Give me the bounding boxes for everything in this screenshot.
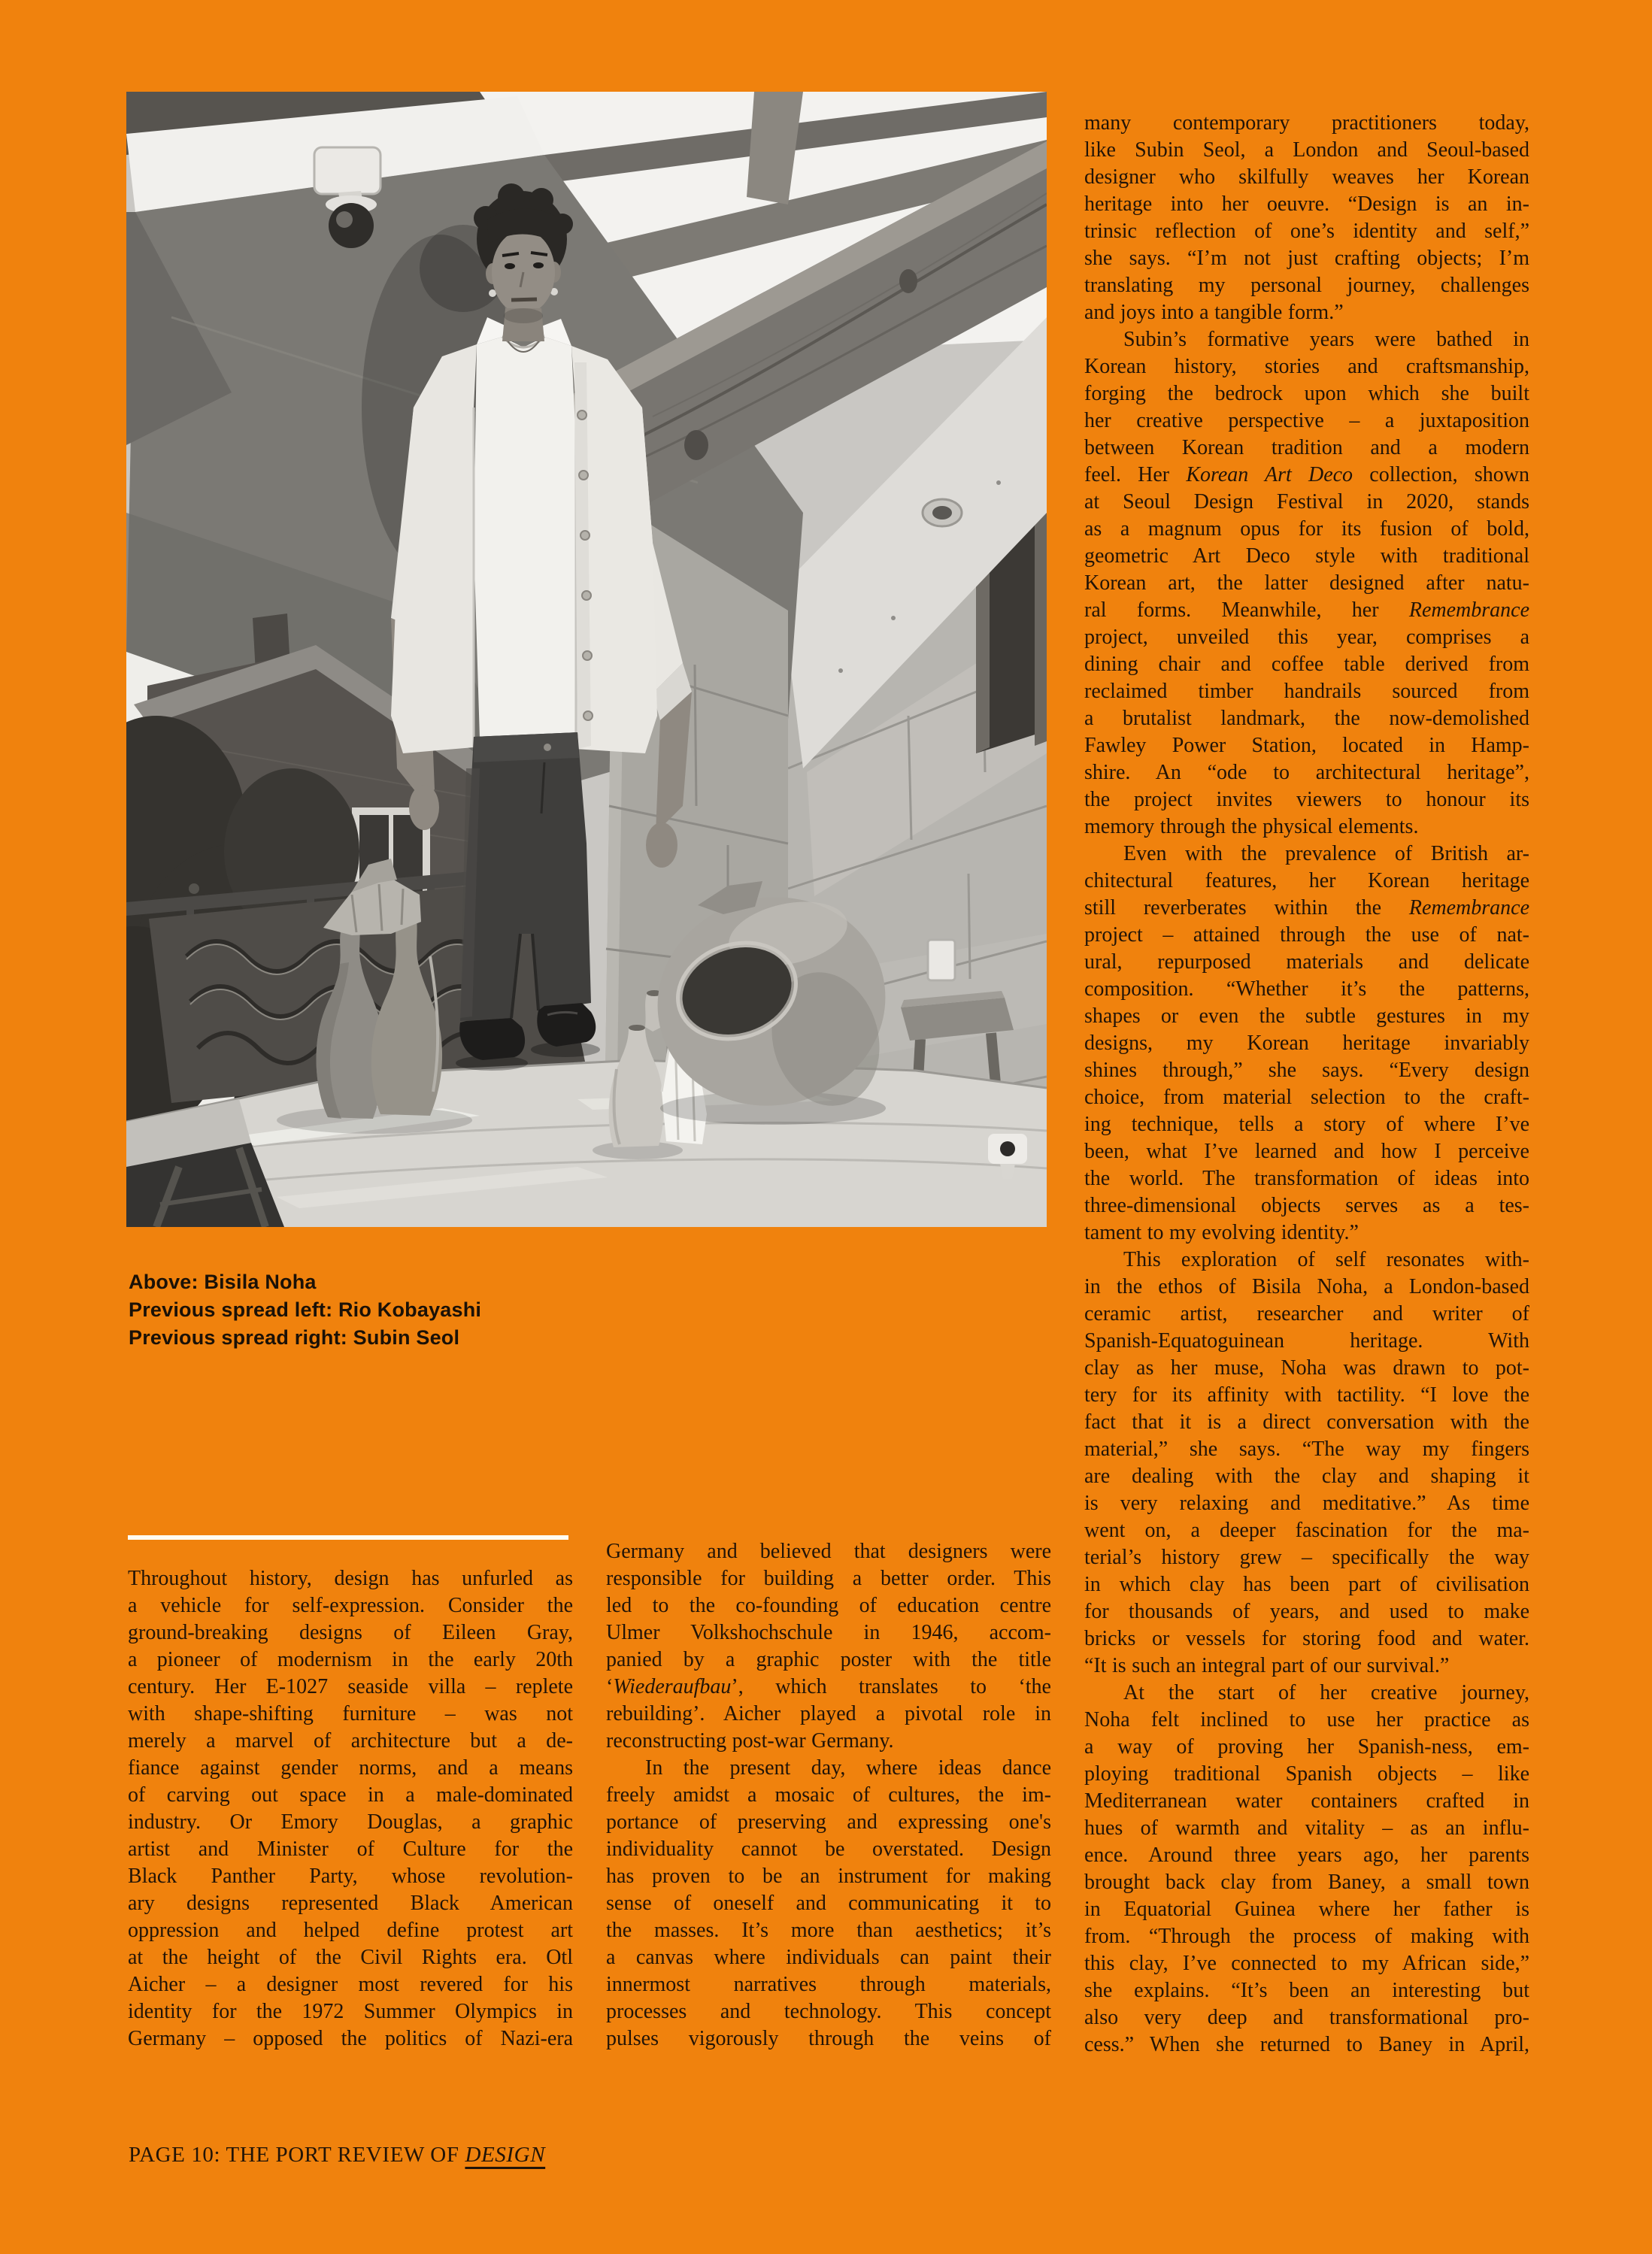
text-line: processes and technology. This concept <box>606 2000 1051 2023</box>
text-line: Throughout history, design has unfurled as <box>128 1567 573 1590</box>
text-line: is very relaxing and meditative.” As time <box>1084 1492 1529 1515</box>
text-line: ceramic artist, researcher and writer of <box>1084 1302 1529 1325</box>
text-line: designer who skilfully weaves her Korean <box>1084 165 1529 189</box>
text-line: has proven to be an instrument for making <box>606 1865 1051 1888</box>
text-line: like Subin Seol, a London and Seoul-based <box>1084 138 1529 162</box>
text-line: terial’s history grew – specifically the way <box>1084 1546 1529 1569</box>
text-line: chitectural features, her Korean heritage <box>1084 869 1529 892</box>
text-line: innermost narratives through materials, <box>606 1973 1051 1996</box>
text-line: Subin’s formative years were bathed in <box>1123 328 1529 351</box>
text-line: Germany and believed that designers were <box>606 1540 1051 1563</box>
footer-text: PAGE 10: THE PORT REVIEW OF <box>129 2143 465 2167</box>
photo-illustration <box>126 92 1047 1227</box>
text-line: the masses. It’s more than aesthetics; it’s <box>606 1919 1051 1942</box>
text-line: her creative perspective – a juxtaposition <box>1084 409 1529 432</box>
text-line: ral forms. Meanwhile, her Remembrance <box>1084 598 1529 622</box>
caption-line-previous-right: Previous spread right: Subin Seol <box>129 1326 460 1349</box>
text-line: material,” she says. “The way my fingers <box>1084 1438 1529 1461</box>
text-line: Even with the prevalence of British ar- <box>1123 842 1529 865</box>
text-line: she says. “I’m not just crafting objects; I’m <box>1084 247 1529 270</box>
text-line: ary designs represented Black American <box>128 1892 573 1915</box>
text-line: “It is such an integral part of our survival.” <box>1084 1654 1450 1677</box>
text-line: this clay, I’ve connected to my African side,” <box>1084 1952 1529 1975</box>
text-line: at Seoul Design Festival in 2020, stands <box>1084 490 1529 514</box>
text-line: shines through,” she says. “Every design <box>1084 1059 1529 1082</box>
photo-caption <box>129 1268 481 1352</box>
text-line: merely a marvel of architecture but a de- <box>128 1729 573 1753</box>
text-line: reclaimed timber handrails sourced from <box>1084 680 1529 703</box>
text-line: many contemporary practitioners today, <box>1084 111 1529 135</box>
text-line: cess.” When she returned to Baney in April, <box>1084 2033 1529 2056</box>
text-line: dining chair and coffee table derived from <box>1084 653 1529 676</box>
intercom-box <box>928 940 955 980</box>
text-line: feel. Her Korean Art Deco collection, shown <box>1084 463 1529 486</box>
text-line: artist and Minister of Culture for the <box>128 1837 573 1861</box>
text-line: pulses vigorously through the veins of <box>606 2027 1051 2050</box>
text-line: as a magnum opus for its fusion of bold, <box>1084 517 1529 541</box>
text-line: Mediterranean water containers crafted in <box>1084 1789 1529 1813</box>
text-line: hues of warmth and vitality – as an influ- <box>1084 1816 1529 1840</box>
text-line: fiance against gender norms, and a means <box>128 1756 573 1780</box>
text-line: ural, repurposed materials and delicate <box>1084 950 1529 974</box>
text-line: still reverberates within the Remembrance <box>1084 896 1529 919</box>
text-line: at the height of the Civil Rights era. Otl <box>128 1946 573 1969</box>
text-line: trinsic reflection of one’s identity and self,” <box>1084 220 1529 243</box>
text-line: Ulmer Volkshochschule in 1946, accom- <box>606 1621 1051 1644</box>
text-line: tament to my evolving identity.” <box>1084 1221 1359 1244</box>
text-line: Korean art, the latter designed after natu- <box>1084 571 1529 595</box>
text-line: and joys into a tangible form.” <box>1084 301 1344 324</box>
text-line: forging the bedrock upon which she built <box>1084 382 1529 405</box>
text-line: between Korean tradition and a modern <box>1084 436 1529 459</box>
text-line: Spanish-Equatoguinean heritage. With <box>1084 1329 1529 1353</box>
text-line: ploying traditional Spanish objects – like <box>1084 1762 1529 1786</box>
text-line: responsible for building a better order. This <box>606 1567 1051 1590</box>
text-line: shapes or even the subtle gestures in my <box>1084 1004 1529 1028</box>
text-line: tery for its affinity with tactility. “I love the <box>1084 1383 1529 1407</box>
text-line: shire. An “ode to architectural heritage”, <box>1084 761 1529 784</box>
text-line: project – attained through the use of nat- <box>1084 923 1529 947</box>
text-line: ‘Wiederaufbau’, which translates to ‘the <box>606 1675 1051 1698</box>
text-line: a way of proving her Spanish-ness, em- <box>1084 1735 1529 1759</box>
body-column-middle <box>606 1538 1051 2053</box>
text-line: bricks or vessels for storing food and water. <box>1084 1627 1529 1650</box>
text-line: geometric Art Deco style with traditional <box>1084 544 1529 568</box>
text-line: are dealing with the clay and shaping it <box>1084 1465 1529 1488</box>
text-line: brought back clay from Baney, a small town <box>1084 1871 1529 1894</box>
text-line: a pioneer of modernism in the early 20th <box>128 1648 573 1671</box>
text-line: choice, from material selection to the craft- <box>1084 1086 1529 1109</box>
page-footer <box>129 2143 545 2168</box>
text-line: At the start of her creative journey, <box>1123 1681 1529 1704</box>
body-column-left <box>128 1565 573 2053</box>
text-line: went on, a deeper fascination for the ma- <box>1084 1519 1529 1542</box>
section-divider-rule <box>128 1535 568 1540</box>
text-line: fact that it is a direct conversation with the <box>1084 1410 1529 1434</box>
text-line: designs, my Korean heritage invariably <box>1084 1032 1529 1055</box>
text-line: oppression and helped define protest art <box>128 1919 573 1942</box>
text-line: led to the co-founding of education centre <box>606 1594 1051 1617</box>
text-line: heritage into her oeuvre. “Design is an in- <box>1084 192 1529 216</box>
text-line: memory through the physical elements. <box>1084 815 1419 838</box>
text-line: in Equatorial Guinea where her father is <box>1084 1898 1529 1921</box>
caption-line-previous-left: Previous spread left: Rio Kobayashi <box>129 1298 482 1321</box>
text-line: ing technique, tells a story of where I’ve <box>1084 1113 1529 1136</box>
text-line: Germany – opposed the politics of Nazi-era <box>128 2027 573 2050</box>
text-line: ence. Around three years ago, her parents <box>1084 1843 1529 1867</box>
photo-bisila-noha <box>126 92 1047 1227</box>
text-line: Noha felt inclined to use her practice as <box>1084 1708 1529 1731</box>
text-line: identity for the 1972 Summer Olympics in <box>128 2000 573 2023</box>
caption-line-above: Above: Bisila Noha <box>129 1271 317 1293</box>
text-line: portance of preserving and expressing one's <box>606 1810 1051 1834</box>
text-line: panied by a graphic poster with the title <box>606 1648 1051 1671</box>
text-line: project, unveiled this year, comprises a <box>1084 626 1529 649</box>
text-line: of carving out space in a male-dominated <box>128 1783 573 1807</box>
text-line: she explains. “It’s been an interesting but <box>1084 1979 1529 2002</box>
body-column-right <box>1084 110 1529 2059</box>
text-line: a brutalist landmark, the now-demolished <box>1084 707 1529 730</box>
text-line: reconstructing post-war Germany. <box>606 1729 894 1753</box>
text-line: Black Panther Party, whose revolution- <box>128 1865 573 1888</box>
text-line: translating my personal journey, challenges <box>1084 274 1529 297</box>
text-line: in which clay has been part of civilisation <box>1084 1573 1529 1596</box>
text-line: industry. Or Emory Douglas, a graphic <box>128 1810 573 1834</box>
text-line: a vehicle for self-expression. Consider the <box>128 1594 573 1617</box>
text-line: rebuilding’. Aicher played a pivotal role in <box>606 1702 1051 1725</box>
text-line: ground-breaking designs of Eileen Gray, <box>128 1621 573 1644</box>
text-line: individuality cannot be overstated. Design <box>606 1837 1051 1861</box>
text-line: In the present day, where ideas dance <box>645 1756 1051 1780</box>
footer-magazine-title: DESIGN <box>465 2143 546 2167</box>
text-line: Fawley Power Station, located in Hamp- <box>1084 734 1529 757</box>
text-line: from. “Through the process of making with <box>1084 1925 1529 1948</box>
text-line: a canvas where individuals can paint their <box>606 1946 1051 1969</box>
text-line: the project invites viewers to honour its <box>1084 788 1529 811</box>
text-line: also very deep and transformational pro- <box>1084 2006 1529 2029</box>
text-line: freely amidst a mosaic of cultures, the im- <box>606 1783 1051 1807</box>
text-line: Aicher – a designer most revered for his <box>128 1973 573 1996</box>
text-line: sense of oneself and communicating it to <box>606 1892 1051 1915</box>
text-line: for thousands of years, and used to make <box>1084 1600 1529 1623</box>
text-line: three-dimensional objects serves as a tes- <box>1084 1194 1529 1217</box>
text-line: clay as her muse, Noha was drawn to pot- <box>1084 1356 1529 1380</box>
text-line: composition. “Whether it’s the patterns, <box>1084 977 1529 1001</box>
text-line: in the ethos of Bisila Noha, a London-based <box>1084 1275 1529 1298</box>
text-line: the world. The transformation of ideas into <box>1084 1167 1529 1190</box>
text-line: This exploration of self resonates with- <box>1123 1248 1529 1271</box>
text-line: been, what I’ve learned and how I perceive <box>1084 1140 1529 1163</box>
text-line: century. Her E-1027 seaside villa – replete <box>128 1675 573 1698</box>
text-line: with shape-shifting furniture – was not <box>128 1702 573 1725</box>
text-line: Korean history, stories and craftsmanship, <box>1084 355 1529 378</box>
